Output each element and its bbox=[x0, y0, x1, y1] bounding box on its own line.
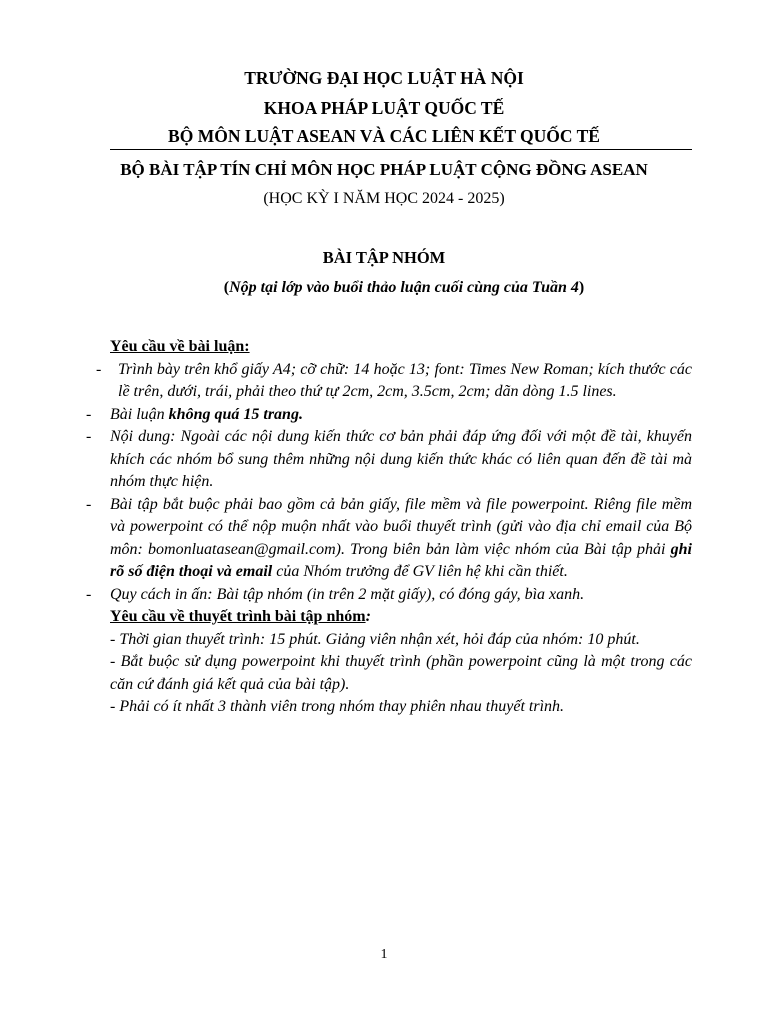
item-text: Trình bày trên khổ giấy A4; cỡ chữ: 14 hoặc 13; font: Times New Roman; kích thước các lề trên, dưới, trái, phải theo thứ tự 2cm, 2cm, 3.5cm, 2cm; dãn dòng 1.5 lines. bbox=[118, 360, 692, 400]
essay-requirement-item bbox=[86, 404, 692, 427]
essay-requirement-item bbox=[96, 359, 692, 404]
presentation-requirement-line: - Thời gian thuyết trình: 15 phút. Giảng viên nhận xét, hỏi đáp của nhóm: 10 phút. bbox=[110, 630, 640, 648]
submission-note bbox=[40, 277, 768, 299]
item-text: Bài tập bắt buộc phải bao gồm cả bản giấy, file mềm và file powerpoint. Riêng file mềm và powerpoint có thể nộp muộn nhất vào buổi thuyết trình (gửi vào địa chỉ email của Bộ môn: bomonluatasean@gmail.com). Trong biên bản làm việc nhóm của Bài tập phải bbox=[110, 495, 692, 558]
essay-requirement-item bbox=[86, 584, 692, 607]
submission-note-text: Nộp tại lớp vào buổi thảo luận cuối cùng của Tuần 4 bbox=[229, 279, 579, 296]
department-name: BỘ MÔN LUẬT ASEAN VÀ CÁC LIÊN KẾT QUỐC TẾ bbox=[168, 126, 600, 146]
section-title: BÀI TẬP NHÓM bbox=[322, 248, 446, 267]
university-name: TRƯỜNG ĐẠI HỌC LUẬT HÀ NỘI bbox=[244, 68, 524, 88]
bullet-dash: - bbox=[86, 428, 92, 445]
course-title: BỘ BÀI TẬP TÍN CHỈ MÔN HỌC PHÁP LUẬT CỘNG ĐỒNG ASEAN bbox=[120, 160, 648, 179]
presentation-requirement-line: - Phải có ít nhất 3 thành viên trong nhóm thay phiên nhau thuyết trình. bbox=[110, 698, 565, 715]
essay-requirements-heading: Yêu cầu về bài luận: bbox=[110, 338, 250, 355]
essay-requirement-item bbox=[86, 426, 692, 494]
presentation-heading-text: Yêu cầu về thuyết trình bài tập nhóm bbox=[110, 608, 366, 625]
bullet-dash: - bbox=[86, 405, 92, 423]
submission-note-open: ( bbox=[223, 279, 230, 296]
requirements-block bbox=[86, 336, 692, 719]
item-bold-text: không quá 15 trang. bbox=[168, 405, 303, 423]
bullet-dash: - bbox=[86, 585, 92, 603]
item-bold-text: ghi rõ số điện thoại và email bbox=[110, 540, 692, 580]
item-text: Bài luận bbox=[110, 405, 169, 423]
submission-note-close: ) bbox=[578, 279, 585, 296]
bullet-dash: - bbox=[86, 495, 92, 513]
page-number: 1 bbox=[380, 947, 388, 962]
item-text: Quy cách in ấn: Bài tập nhóm (in trên 2 mặt giấy), có đóng gáy, bìa xanh. bbox=[110, 585, 585, 603]
item-text: Nội dung: Ngoài các nội dung kiến thức cơ bản phải đáp ứng đối với một đề tài, khuyến khích các nhóm bổ sung thêm những nội dung kiến thức khác có liên quan đến đề tài mà nhóm thực hiện. bbox=[110, 428, 692, 490]
presentation-requirements-heading bbox=[110, 606, 692, 629]
presentation-requirement-line: - Bắt buộc sử dụng powerpoint khi thuyết trình (phần powerpoint cũng là một trong các căn cứ đánh giá kết quả của bài tập). bbox=[110, 653, 692, 693]
presentation-heading-colon: : bbox=[365, 608, 371, 625]
semester-line: (HỌC KỲ I NĂM HỌC 2024 - 2025) bbox=[263, 190, 505, 207]
faculty-name: KHOA PHÁP LUẬT QUỐC TẾ bbox=[263, 98, 505, 118]
item-text: của Nhóm trưởng để GV liên hệ khi cần thiết. bbox=[272, 563, 568, 580]
header-divider bbox=[110, 149, 692, 150]
essay-requirement-item bbox=[86, 494, 692, 584]
bullet-dash: - bbox=[96, 360, 102, 378]
